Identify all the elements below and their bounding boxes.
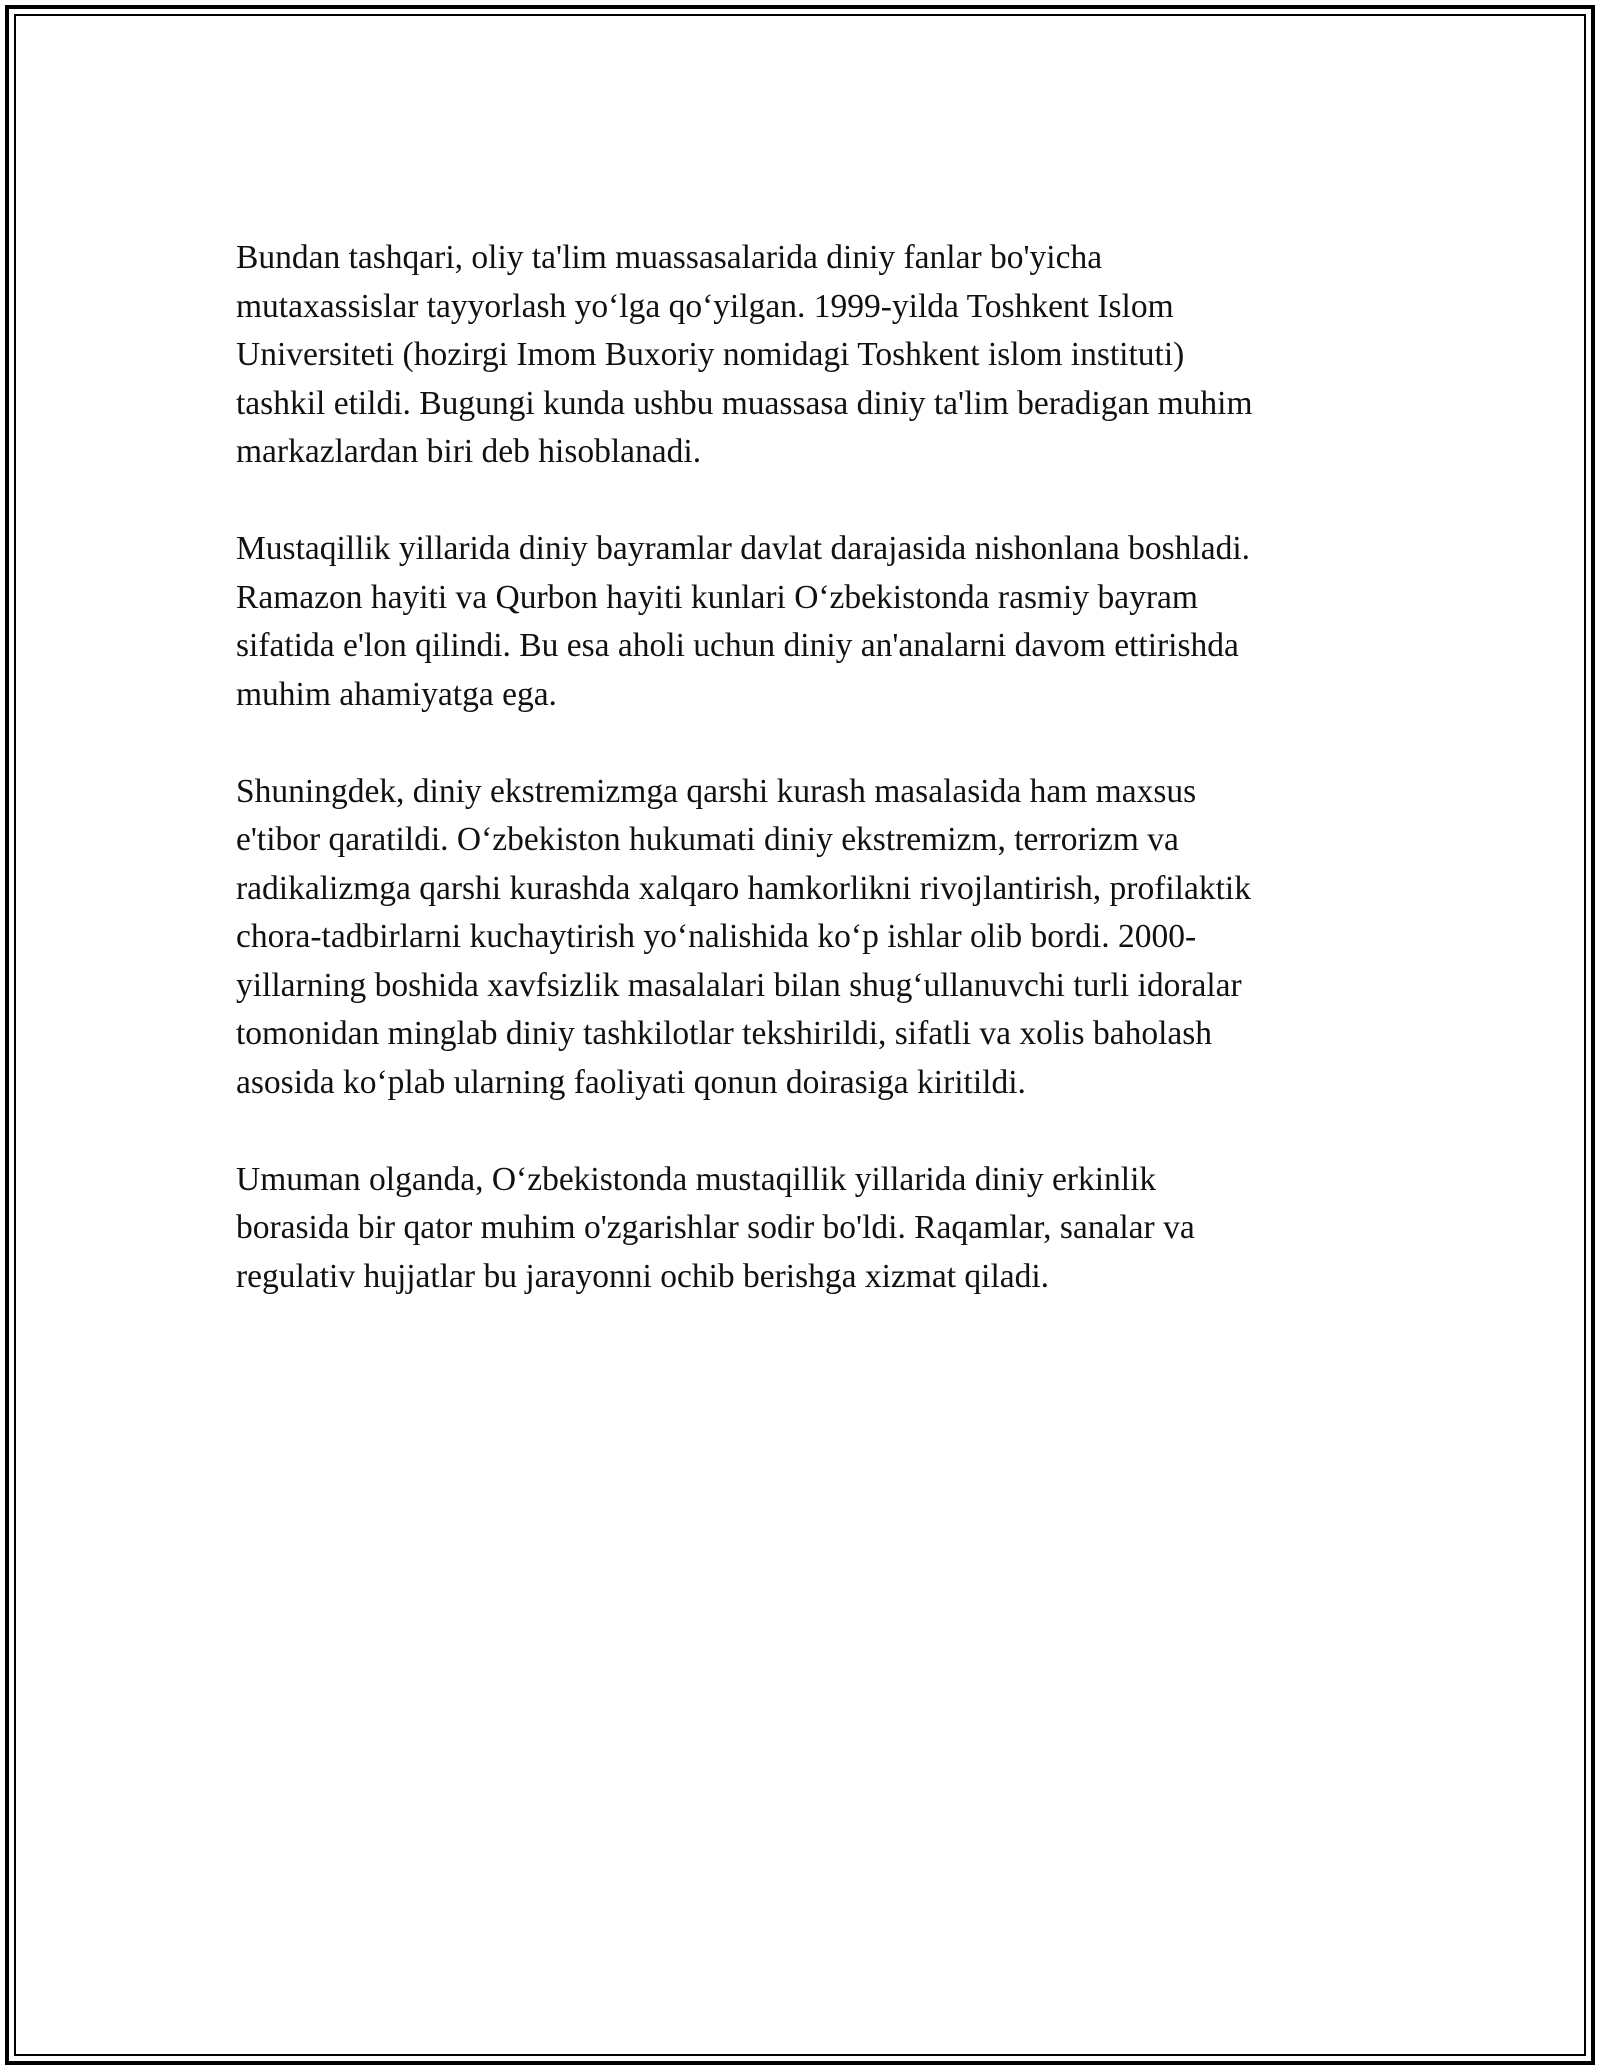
text-line: muhim ahamiyatga ega. (236, 675, 557, 713)
paragraph-religious-education (236, 234, 1366, 477)
text-line: Umuman olganda, O‘zbekistonda mustaqillik yillarida diniy erkinlik (236, 1160, 1157, 1198)
text-line: Shuningdek, diniy ekstremizmga qarshi kurash masalasida ham maxsus (236, 772, 1197, 810)
text-line: Bundan tashqari, oliy ta'lim muassasalarida diniy fanlar bo'yicha (236, 239, 1103, 276)
paragraph-conclusion (236, 1156, 1366, 1302)
text-line: e'tibor qaratildi. O‘zbekiston hukumati diniy ekstremizm, terrorizm va (236, 821, 1179, 858)
text-line: Ramazon hayiti va Qurbon hayiti kunlari O‘zbekistonda rasmiy bayram (236, 578, 1198, 616)
text-line: yillarning boshida xavfsizlik masalalari bilan shug‘ullanuvchi turli idoralar (236, 966, 1242, 1004)
text-line: markazlardan biri deb hisoblanadi. (236, 433, 702, 470)
text-line: radikalizmga qarshi kurashda xalqaro hamkorlikni rivojlantirish, profilaktik (236, 869, 1251, 907)
text-line: tomonidan minglab diniy tashkilotlar tekshirildi, sifatli va xolis baholash (236, 1015, 1213, 1052)
text-line: sifatida e'lon qilindi. Bu esa aholi uchun diniy an'analarni davom ettirishda (236, 627, 1239, 664)
text-line: regulativ hujjatlar bu jarayonni ochib berishga xizmat qiladi. (236, 1257, 1050, 1295)
paragraph-extremism (236, 768, 1366, 1108)
text-line: asosida ko‘plab ularning faoliyati qonun doirasiga kiritildi. (236, 1063, 1026, 1101)
text-line: chora-tadbirlarni kuchaytirish yo‘nalishida ko‘p ishlar olib bordi. 2000- (236, 918, 1197, 955)
text-line: mutaxassislar tayyorlash yo‘lga qo‘yilgan. 1999-yilda Toshkent Islom (236, 287, 1174, 325)
document-body (236, 234, 1366, 1350)
text-line: borasida bir qator muhim o'zgarishlar sodir bo'ldi. Raqamlar, sanalar va (236, 1209, 1195, 1246)
text-line: Mustaqillik yillarida diniy bayramlar davlat darajasida nishonlana boshladi. (236, 530, 1251, 567)
text-line: Universiteti (hozirgi Imom Buxoriy nomidagi Toshkent islom instituti) (236, 336, 1185, 373)
paragraph-religious-holidays (236, 525, 1366, 719)
text-line: tashkil etildi. Bugungi kunda ushbu muassasa diniy ta'lim beradigan muhim (236, 384, 1253, 422)
